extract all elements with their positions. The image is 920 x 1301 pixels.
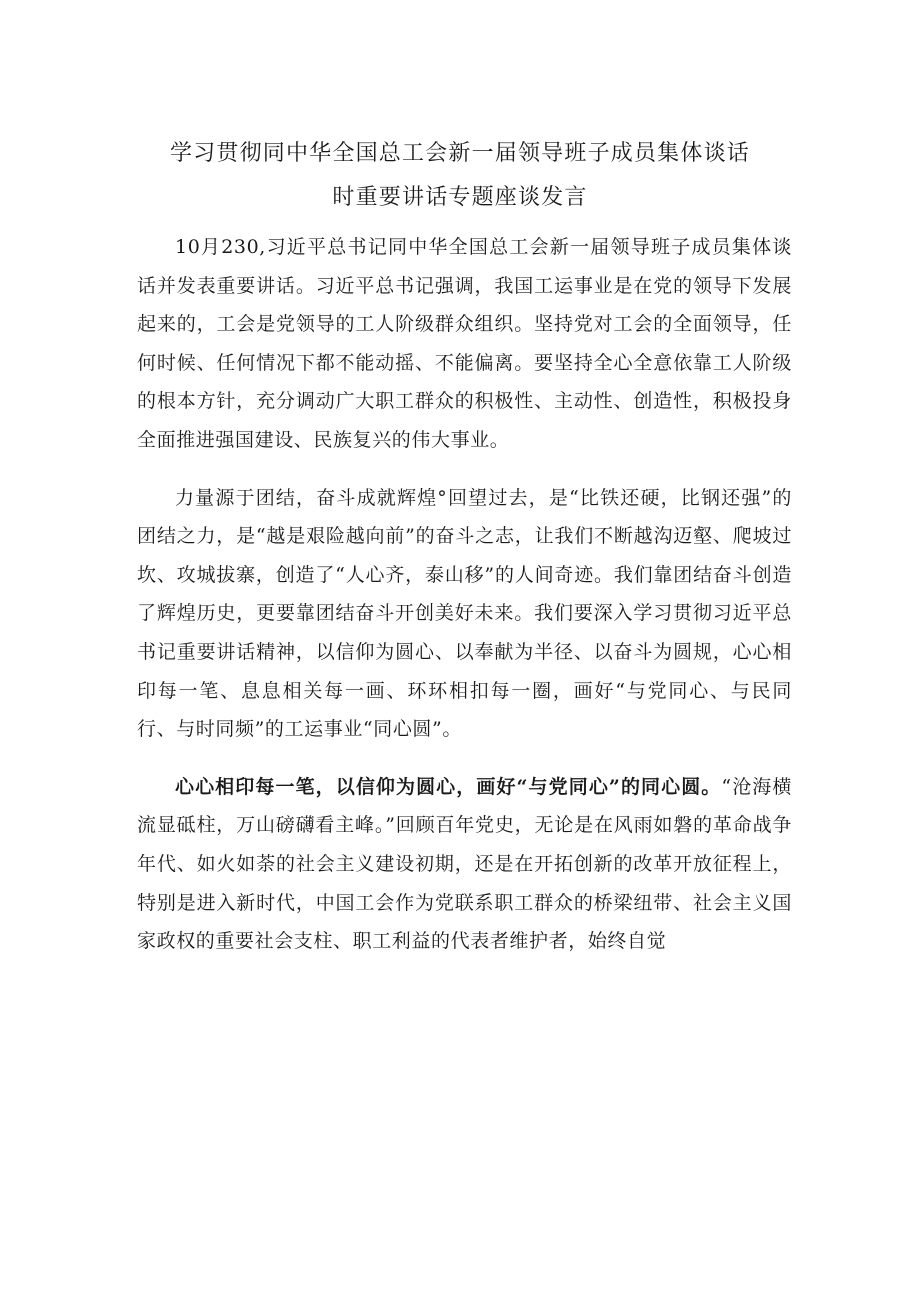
document-body: [137, 228, 792, 980]
document-title: [0, 132, 920, 220]
paragraph-3-lead: 心心相印每一笔，以信仰为圆心，画好“与党同心”的同心圆。: [175, 775, 722, 798]
paragraph-2: [137, 479, 792, 749]
paragraph-1-text: 10月230,习近平总书记同中华全国总工会新一届领导班子成员集体谈话并发表重要讲话。习近平总书记强调，我国工运事业是在党的领导下发展起来的，工会是党领导的工人阶级群众组织。坚持党对工会的全面领导，任何时候、任何情况下都不能动摇、不能偏离。要坚持全心全意依靠工人阶级的根本方针，充分调动广大职工群众的积极性、主动性、创造性，积极投身全面推进强国建设、民族复兴的伟大事业。: [137, 236, 792, 451]
paragraph-1: [137, 228, 792, 460]
title-line-2: 时重要讲话专题座谈发言: [332, 185, 588, 210]
paragraph-2-text: 力量源于团结，奋斗成就辉煌°回望过去，是“比铁还硬，比钢还强”的团结之力，是“越是艰险越向前”的奋斗之志，让我们不断越沟迈壑、爬坡过坎、攻城拔寨，创造了“人心齐，泰山移”的人间奇迹。我们靠团结奋斗创造了辉煌历史，更要靠团结奋斗开创美好未来。我们要深入学习贯彻习近平总书记重要讲话精神，以信仰为圆心、以奉献为半径、以奋斗为圆规，心心相印每一笔、息息相关每一画、环环相扣每一圈，画好“与党同心、与民同行、与时同频”的工运事业“同心圆”。: [137, 486, 792, 741]
title-line-1: 学习贯彻同中华全国总工会新一届领导班子成员集体谈话: [169, 141, 750, 166]
paragraph-3: [137, 768, 792, 961]
paragraph-3-text: “沧海横流显砥柱，万山磅礴看主峰。”回顾百年党史，无论是在风雨如磐的革命战争年代、如火如荼的社会主义建设初期，还是在开拓创新的改革开放征程上，特别是进入新时代，中国工会作为党联系职工群众的桥梁纽带、社会主义国家政权的重要社会支柱、职工利益的代表者维护者，始终自觉: [137, 775, 792, 953]
